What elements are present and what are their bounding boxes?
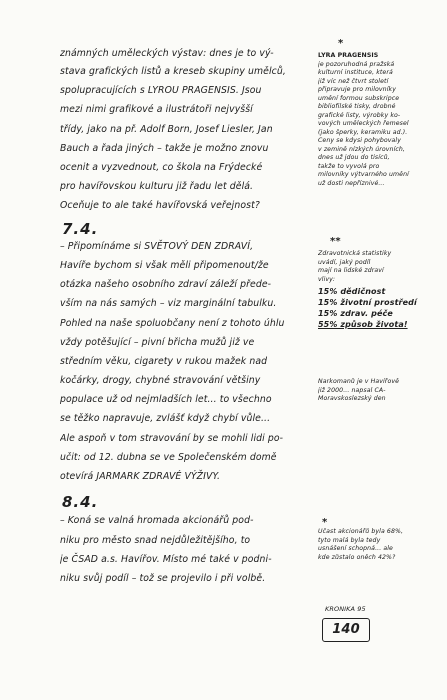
margin-line: tyto malá byla tedy	[318, 537, 381, 544]
text-line: se těžko napravuje, zvlášť když chybí vůle...	[60, 413, 271, 424]
margin-line: mají na lidské zdraví	[318, 267, 384, 274]
margin-line: v zemině nízkých úrovních,	[318, 146, 405, 153]
margin-line: takže to vyvolá pro	[318, 163, 380, 170]
stat-line: 15% životní prostředí	[318, 298, 417, 307]
text-line: populace už od nejmladších let... to všechno	[60, 394, 272, 405]
margin-line: (jako šperky, keramiku ad.).	[318, 129, 408, 136]
stat-line-highlight: 55% způsob života!	[318, 320, 408, 329]
text-line: – Koná se valná hromada akcionářů pod-	[60, 515, 254, 526]
margin-line: dnes už jdou do tisíců,	[318, 154, 390, 161]
text-line: niku svůj podíl – tož se projevilo i při volbě.	[60, 573, 266, 584]
text-line: třídy, jako na př. Adolf Born, Josef Liesler, Jan	[60, 124, 273, 135]
text-line: mezi nimi grafikové a ilustrátoři nejvyšší	[60, 104, 253, 115]
text-line: ocenit a vyzvednout, co škola na Frýdecké	[60, 162, 263, 173]
chronicle-label: KRONIKA 95	[325, 605, 366, 613]
margin-line: umění formou subskripce	[318, 95, 400, 102]
page-number-box: 140	[322, 618, 370, 642]
stat-line: 15% zdrav. péče	[318, 309, 393, 318]
text-line: otevírá JARMARK ZDRAVÉ VÝŽIVY.	[60, 471, 221, 482]
margin-line: připravuje pro milovníky	[318, 86, 396, 93]
margin-line: vlivy:	[318, 276, 336, 283]
text-line: Oceňuje to ale také havířovská veřejnost?	[60, 200, 260, 211]
text-line: Ale aspoň v tom stravování by se mohli lidi po-	[60, 433, 284, 444]
margin-line: usnášení schopná... ale	[318, 545, 393, 552]
text-line: – Připomínáme si SVĚTOVÝ DEN ZDRAVÍ,	[60, 241, 254, 252]
margin-line: Ceny se kdysi pohybovaly	[318, 137, 402, 144]
text-line: známných uměleckých výstav: dnes je to vý-	[60, 48, 274, 59]
margin-line: milovníky výtvarného umění	[318, 171, 409, 178]
text-line: Pohled na naše spoluobčany není z tohoto úhlu	[60, 318, 285, 329]
text-line: vždy potěšující – pivní břicha mužů již ve	[60, 337, 255, 348]
margin-note-title: LYRA PRAGENSIS	[318, 52, 379, 59]
stat-line: 15% dědičnost	[318, 287, 386, 296]
text-line: vším na nás samých – viz marginální tabulku.	[60, 298, 277, 309]
text-line: spolupracujících s LYROU PRAGENSIS. Jsou	[60, 85, 262, 96]
date-heading: 7.4.	[62, 220, 99, 238]
text-line: je ČSAD a.s. Havířov. Místo mé také v podni-	[60, 554, 272, 565]
asterisk-mark: *	[322, 517, 328, 528]
margin-line: kde zůstalo oněch 42%?	[318, 554, 396, 561]
margin-line: již víc než čtvrt století	[318, 78, 389, 85]
text-line: stava grafických listů a kreseb skupiny umělců,	[60, 66, 286, 77]
margin-line: uvádí, jaký podíl	[318, 259, 371, 266]
margin-line: Moravskoslezský den	[318, 395, 386, 402]
margin-line: kulturní instituce, která	[318, 69, 393, 76]
margin-line: již 2000... napsal ČA-	[318, 387, 386, 394]
margin-line: už dosti nepříznivé...	[318, 180, 385, 187]
text-line: Bauch a řada jiných – takže je možno znovu	[60, 143, 269, 154]
asterisk-mark: **	[330, 236, 341, 247]
text-line: otázka našeho osobního zdraví záleží přede-	[60, 279, 272, 290]
date-heading: 8.4.	[62, 493, 99, 511]
margin-line: grafické listy, výrobky ko-	[318, 112, 401, 119]
text-line: pro havířovskou kulturu již řadu let dělá.	[60, 181, 254, 192]
text-line: Havíře bychom si však měli připomenout/že	[60, 260, 269, 271]
margin-line: vových uměleckých řemesel	[318, 120, 409, 127]
margin-line: je pozoruhodná pražská	[318, 61, 395, 68]
asterisk-mark: *	[338, 38, 344, 49]
text-line: kočárky, drogy, chybné stravování většiny	[60, 375, 261, 386]
margin-line: bibliofilské tisky, drobné	[318, 103, 396, 110]
margin-line: Narkomanů je v Havířově	[318, 378, 400, 385]
margin-line: Účast akcionářů byla 68%,	[318, 528, 404, 535]
text-line: niku pro město snad nejdůležitějšího, to	[60, 535, 251, 546]
text-line: středním věku, cigarety v rukou mažek nad	[60, 356, 268, 367]
text-line: učit: od 12. dubna se ve Společenském domě	[60, 452, 277, 463]
margin-line: Zdravotnická statistiky	[318, 250, 392, 257]
